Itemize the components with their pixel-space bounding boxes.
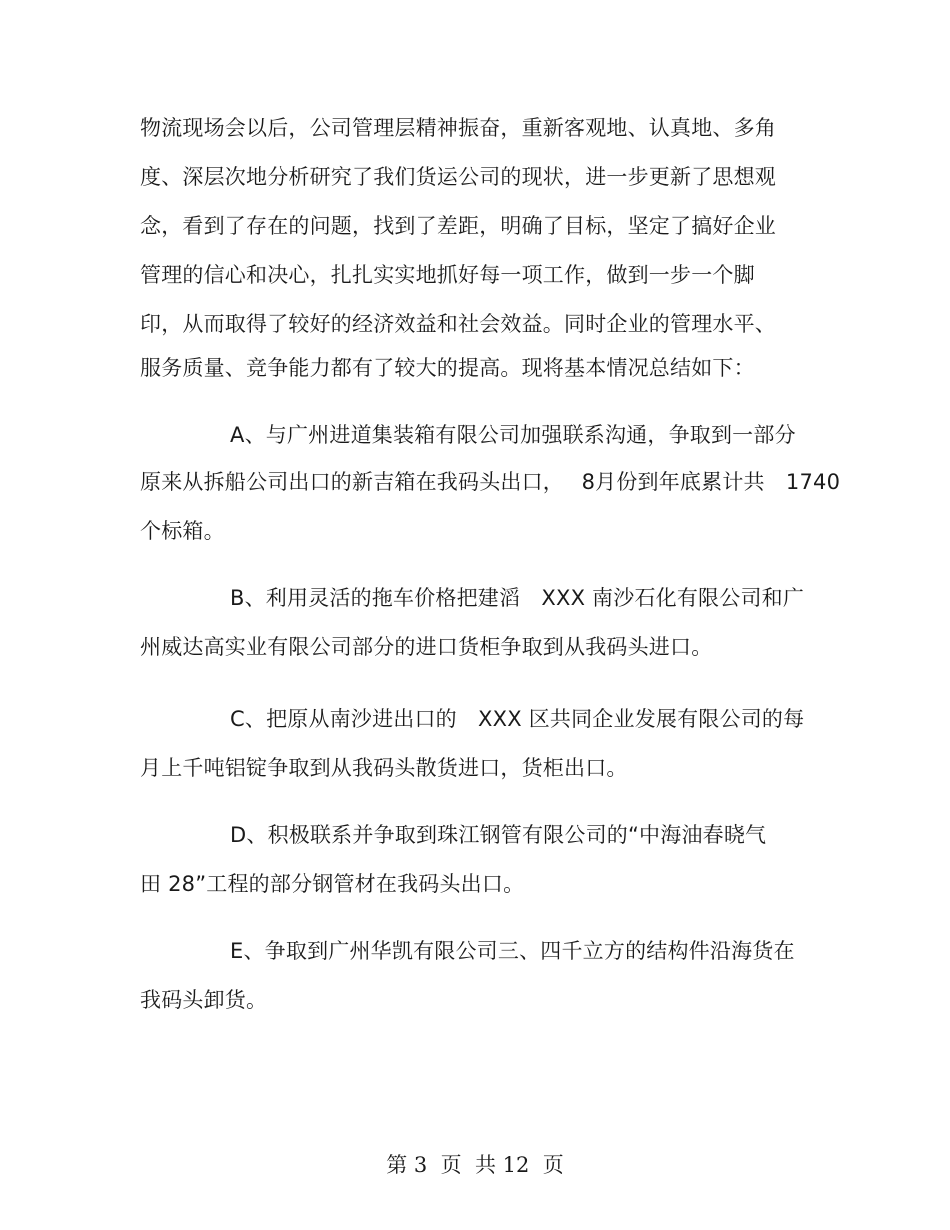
text-line: 度、深层次地分析研究了我们货运公司的现状，进一步更新了思想观 <box>140 165 776 189</box>
text-line: 月上千吨铝锭争取到从我码头散货进口，货柜出口。 <box>140 756 628 780</box>
text-line: 物流现场会以后，公司管理层精神振奋，重新客观地、认真地、多角 <box>140 116 776 140</box>
text-line: 田 28”工程的部分钢管材在我码头出口。 <box>140 872 525 896</box>
text-line: 州威达高实业有限公司部分的进口货柜争取到从我码头进口。 <box>140 635 713 659</box>
text-line: 原来从拆船公司出口的新吉箱在我码头出口， 8月份到年底累计共 1740 <box>140 470 841 494</box>
text-line: 管理的信心和决心，扎扎实实地抓好每一项工作，做到一步一个脚 <box>140 263 755 287</box>
text-line: 印，从而取得了较好的经济效益和社会效益。同时企业的管理水平、 <box>140 312 776 336</box>
text-line: 服务质量、竞争能力都有了较大的提高。现将基本情况总结如下： <box>140 356 755 380</box>
text-line: B、利用灵活的拖车价格把建滔 XXX 南沙石化有限公司和广 <box>230 586 805 610</box>
text-line: E、争取到广州华凯有限公司三、四千立方的结构件沿海货在 <box>230 939 795 963</box>
text-line: 个标箱。 <box>140 519 225 543</box>
text-line: D、积极联系并争取到珠江钢管有限公司的“中海油春晓气 <box>230 823 767 847</box>
text-line: A、与广州进道集装箱有限公司加强联系沟通，争取到一部分 <box>230 423 796 447</box>
page-number-footer: 第 3 页 共 12 页 <box>386 1153 564 1177</box>
text-line: 我码头卸货。 <box>140 988 268 1012</box>
text-line: C、把原从南沙进出口的 XXX 区共同企业发展有限公司的每 <box>230 707 805 731</box>
text-line: 念，看到了存在的问题，找到了差距，明确了目标，坚定了搞好企业 <box>140 214 776 238</box>
